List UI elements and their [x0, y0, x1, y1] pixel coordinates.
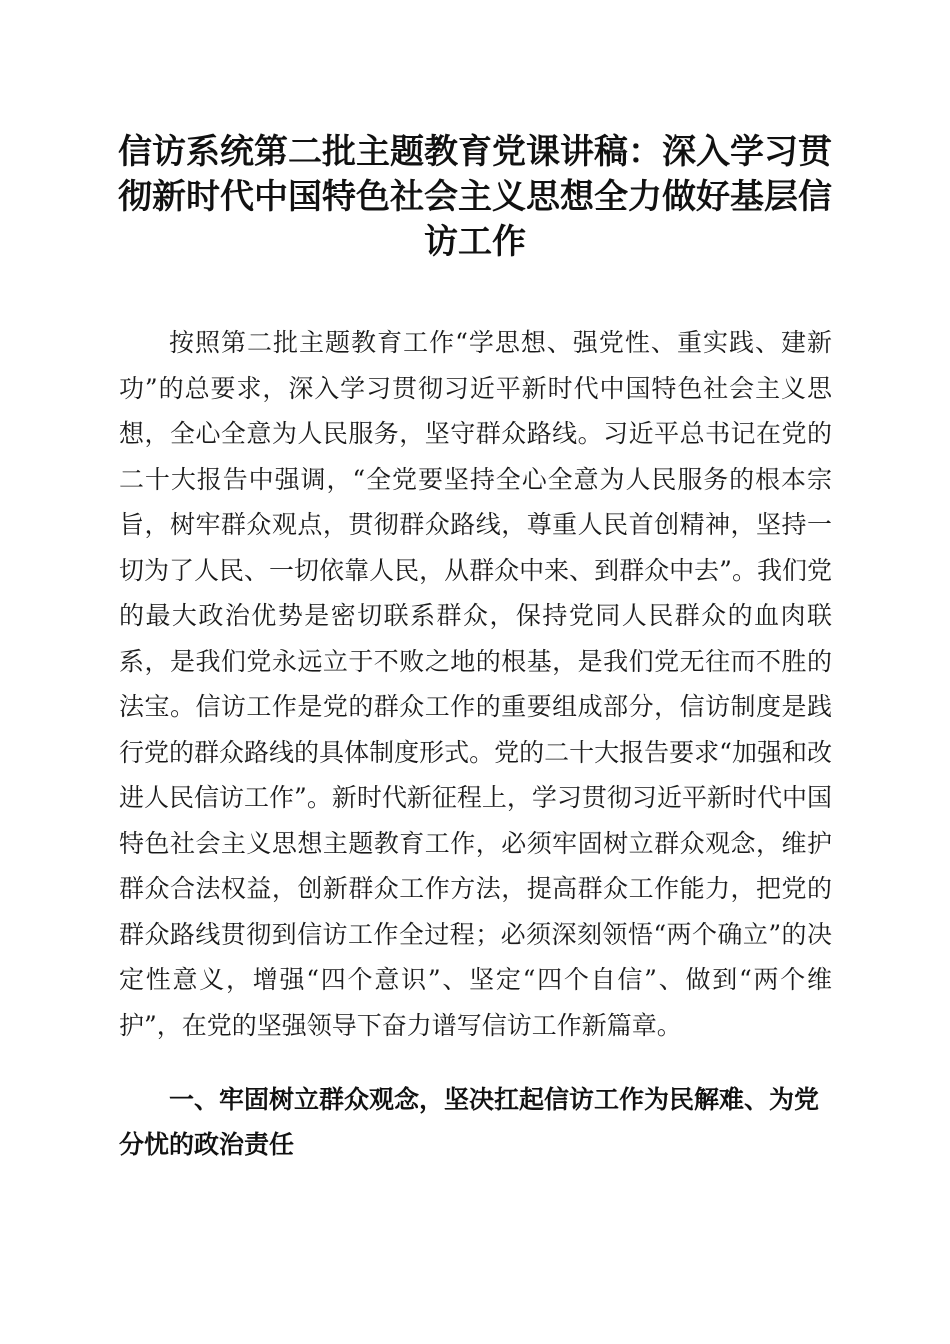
section-heading: 一、牢固树立群众观念，坚决扛起信访工作为民解难、为党分忧的政治责任 — [119, 1085, 820, 1159]
document-title: 信访系统第二批主题教育党课讲稿：深入学习贯彻新时代中国特色社会主义思想全力做好基层信访工作 — [118, 132, 832, 262]
body-paragraph: 按照第二批主题教育工作“学思想、强党性、重实践、建新功”的总要求，深入学习贯彻习近平新时代中国特色社会主义思想，全心全意为人民服务，坚守群众路线。习近平总书记在党的二十大报告中强调，“全党要坚持全心全意为人民服务的根本宗旨，树牢群众观点，贯彻群众路线，尊重人民首创精神，坚持一切为了人民、一切依靠人民，从群众中来、到群众中去”。我们党的最大政治优势是密切联系群众，保持党同人民群众的血肉联系，是我们党永远立于不败之地的根基，是我们党无往而不胜的法宝。信访工作是党的群众工作的重要组成部分，信访制度是践行党的群众路线的具体制度形式。党的二十大报告要求“加强和改进人民信访工作”。新时代新征程上，学习贯彻习近平新时代中国特色社会主义思想主题教育工作，必须牢固树立群众观念，维护群众合法权益，创新群众工作方法，提高群众工作能力，把党的群众路线贯彻到信访工作全过程；必须深刻领悟“两个确立”的决定性意义，增强“四个意识”、坚定“四个自信”、做到“两个维护”，在党的坚强领导下奋力谱写信访工作新篇章。 — [119, 328, 832, 1040]
